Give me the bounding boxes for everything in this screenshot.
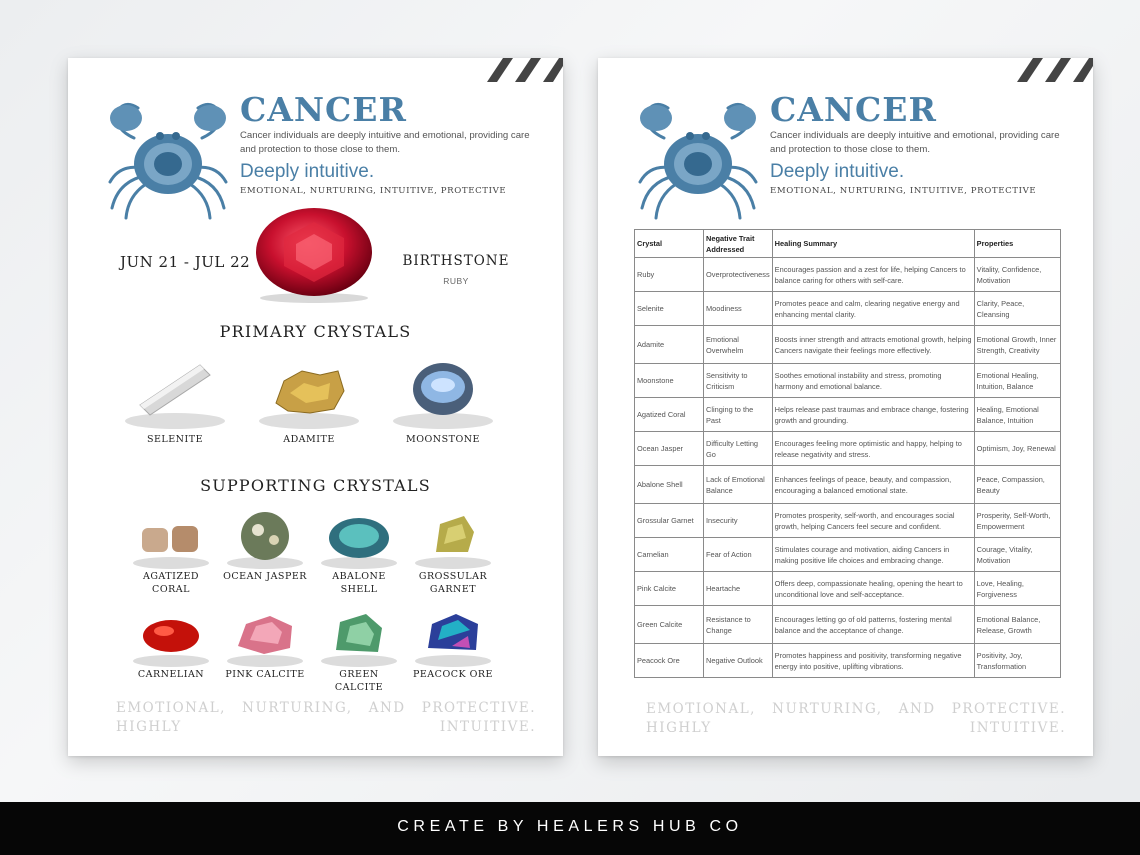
supporting-crystal-peacock-ore	[408, 606, 498, 681]
agatized-coral-stone-icon	[126, 508, 216, 570]
cell-crystal: Abalone Shell	[635, 466, 704, 504]
cell-properties: Prosperity, Self-Worth, Empowerment	[974, 504, 1060, 538]
column-header-properties: Properties	[974, 230, 1060, 258]
traits-list: EMOTIONAL, NURTURING, INTUITIVE, PROTECTIVE	[240, 186, 507, 196]
grossular-garnet-stone-icon	[408, 508, 498, 570]
supporting-crystals-heading: SUPPORTING CRYSTALS	[200, 476, 431, 495]
supporting-crystal-abalone-shell	[314, 508, 404, 596]
cell-crystal: Peacock Ore	[635, 644, 704, 678]
cell-crystal: Ruby	[635, 258, 704, 292]
ocean-jasper-stone-icon	[220, 508, 310, 570]
adamite-stone-icon	[254, 353, 364, 433]
cell-healing-summary: Enhances feelings of peace, beauty, and compassion, encouraging a balanced emotional state.	[772, 466, 974, 504]
corner-stripes-decoration	[477, 58, 563, 82]
crystal-label-line1: PEACOCK ORE	[412, 669, 493, 680]
cell-crystal: Moonstone	[635, 364, 704, 398]
birthstone-label: BIRTHSTONE	[402, 253, 510, 269]
cell-healing-summary: Boosts inner strength and attracts emotional growth, helping Cancers navigate their feelings more effectively.	[772, 326, 974, 364]
cell-negative-trait: Sensitivity to Criticism	[704, 364, 773, 398]
cell-healing-summary: Encourages feeling more optimistic and happy, helping to release negativity and stress.	[772, 432, 974, 466]
crystal-label-line1: CARNELIAN	[137, 669, 205, 680]
crystal-label-line2: SHELL	[340, 584, 378, 595]
cell-properties: Love, Healing, Forgiveness	[974, 572, 1060, 606]
cell-healing-summary: Promotes happiness and positivity, transforming negative energy into positive, uplifting vibrations.	[772, 644, 974, 678]
primary-crystals-heading: PRIMARY CRYSTALS	[219, 322, 412, 341]
cell-negative-trait: Clinging to the Past	[704, 398, 773, 432]
table-row	[635, 606, 1061, 644]
green-calcite-stone-icon	[314, 606, 404, 668]
cell-healing-summary: Soothes emotional instability and stress, promoting harmony and emotional balance.	[772, 364, 974, 398]
cell-properties: Positivity, Joy, Transformation	[974, 644, 1060, 678]
crystal-table-container	[634, 229, 1061, 678]
page-title: CANCER	[240, 90, 407, 129]
birthstone-name: RUBY	[443, 276, 469, 286]
sign-description: Cancer individuals are deeply intuitive and emotional, providing care and protection to those close to them.	[240, 130, 530, 155]
table-row	[635, 504, 1061, 538]
cell-properties: Courage, Vitality, Motivation	[974, 538, 1060, 572]
crab-zodiac-icon	[104, 98, 232, 224]
cell-negative-trait: Overprotectiveness	[704, 258, 773, 292]
primary-crystal-moonstone	[388, 353, 498, 446]
page-title: CANCER	[770, 90, 937, 129]
crystal-label: SELENITE	[146, 434, 204, 445]
column-header-healing-summary: Healing Summary	[772, 230, 974, 258]
poster-page-right	[598, 58, 1093, 756]
column-header-crystal: Crystal	[635, 230, 704, 258]
cell-negative-trait: Heartache	[704, 572, 773, 606]
cell-negative-trait: Resistance to Change	[704, 606, 773, 644]
crystal-label-line2: CORAL	[152, 584, 190, 595]
crystal-label-line1: AGATIZED	[142, 571, 200, 582]
cell-properties: Vitality, Confidence, Motivation	[974, 258, 1060, 292]
table-row	[635, 466, 1061, 504]
supporting-crystal-ocean-jasper	[220, 508, 310, 583]
carnelian-stone-icon	[126, 606, 216, 668]
corner-stripes-decoration	[1007, 58, 1093, 82]
cell-properties: Emotional Healing, Intuition, Balance	[974, 364, 1060, 398]
cell-crystal: Grossular Garnet	[635, 504, 704, 538]
crystal-label-line1: ABALONE	[332, 571, 386, 582]
supporting-crystal-green-calcite	[314, 606, 404, 694]
cell-healing-summary: Helps release past traumas and embrace change, fostering growth and grounding.	[772, 398, 974, 432]
cell-healing-summary: Encourages passion and a zest for life, helping Cancers to balance caring for others with self-care.	[772, 258, 974, 292]
moonstone-stone-icon	[388, 353, 498, 433]
sign-description: Cancer individuals are deeply intuitive and emotional, providing care and protection to those close to them.	[770, 130, 1060, 155]
peacock-ore-stone-icon	[408, 606, 498, 668]
cell-healing-summary: Offers deep, compassionate healing, opening the heart to unconditional love and self-acceptance.	[772, 572, 974, 606]
supporting-crystal-carnelian	[126, 606, 216, 681]
crystal-label: MOONSTONE	[406, 434, 480, 445]
crystal-label-line1: OCEAN JASPER	[223, 571, 307, 582]
footer-quote: EMOTIONAL, NURTURING, AND PROTECTIVE. HIGHLY INTUITIVE.	[646, 701, 1066, 736]
cell-negative-trait: Moodiness	[704, 292, 773, 326]
cell-properties: Clarity, Peace, Cleansing	[974, 292, 1060, 326]
cell-negative-trait: Emotional Overwhelm	[704, 326, 773, 364]
table-row	[635, 292, 1061, 326]
cell-crystal: Selenite	[635, 292, 704, 326]
cell-crystal: Green Calcite	[635, 606, 704, 644]
table-row	[635, 432, 1061, 466]
table-header-row	[635, 230, 1061, 258]
poster-page-left	[68, 58, 563, 756]
cell-properties: Emotional Growth, Inner Strength, Creativity	[974, 326, 1060, 364]
date-range: JUN 21 - JUL 22	[120, 253, 251, 271]
cell-properties: Emotional Balance, Release, Growth	[974, 606, 1060, 644]
cell-properties: Optimism, Joy, Renewal	[974, 432, 1060, 466]
table-row	[635, 364, 1061, 398]
table-row	[635, 326, 1061, 364]
table-row	[635, 398, 1061, 432]
cell-properties: Peace, Compassion, Beauty	[974, 466, 1060, 504]
traits-list: EMOTIONAL, NURTURING, INTUITIVE, PROTECTIVE	[770, 186, 1037, 196]
cell-negative-trait: Insecurity	[704, 504, 773, 538]
selenite-stone-icon	[120, 353, 230, 433]
cell-properties: Healing, Emotional Balance, Intuition	[974, 398, 1060, 432]
credit-banner: CREATE BY HEALERS HUB CO	[0, 802, 1140, 855]
footer-quote: EMOTIONAL, NURTURING, AND PROTECTIVE. HIGHLY INTUITIVE.	[116, 700, 536, 735]
cell-crystal: Pink Calcite	[635, 572, 704, 606]
supporting-crystal-pink-calcite	[220, 606, 310, 681]
crystal-label: ADAMITE	[283, 434, 335, 445]
cell-healing-summary: Promotes prosperity, self-worth, and encourages social growth, helping Cancers feel secure and confident.	[772, 504, 974, 538]
table-body	[635, 258, 1061, 678]
cell-crystal: Agatized Coral	[635, 398, 704, 432]
cell-crystal: Adamite	[635, 326, 704, 364]
cell-negative-trait: Lack of Emotional Balance	[704, 466, 773, 504]
table-row	[635, 644, 1061, 678]
supporting-crystal-agatized-coral	[126, 508, 216, 596]
crystal-label-line1: GREEN	[339, 669, 379, 680]
column-header-negative-trait: Negative Trait Addressed	[704, 230, 773, 258]
crab-zodiac-icon	[634, 98, 762, 224]
cell-negative-trait: Fear of Action	[704, 538, 773, 572]
cell-crystal: Carnelian	[635, 538, 704, 572]
ruby-gem-icon	[244, 204, 384, 304]
table-row	[635, 538, 1061, 572]
crystal-label-line1: GROSSULAR	[418, 571, 488, 582]
tagline: Deeply intuitive.	[240, 161, 375, 182]
pink-calcite-stone-icon	[220, 606, 310, 668]
table-row	[635, 572, 1061, 606]
cell-healing-summary: Encourages letting go of old patterns, fostering mental balance and the acceptance of change.	[772, 606, 974, 644]
tagline: Deeply intuitive.	[770, 161, 905, 182]
crystal-label-line2: CALCITE	[334, 682, 384, 693]
abalone-shell-stone-icon	[314, 508, 404, 570]
cell-crystal: Ocean Jasper	[635, 432, 704, 466]
crystal-label-line1: PINK CALCITE	[225, 669, 305, 680]
crystal-healing-table	[634, 229, 1061, 678]
crystal-label-line2: GARNET	[429, 584, 477, 595]
cell-healing-summary: Promotes peace and calm, clearing negative energy and enhancing mental clarity.	[772, 292, 974, 326]
cell-negative-trait: Difficulty Letting Go	[704, 432, 773, 466]
cell-negative-trait: Negative Outlook	[704, 644, 773, 678]
supporting-crystal-grossular-garnet	[408, 508, 498, 596]
table-row	[635, 258, 1061, 292]
primary-crystal-adamite	[254, 353, 364, 446]
primary-crystal-selenite	[120, 353, 230, 446]
cell-healing-summary: Stimulates courage and motivation, aiding Cancers in making positive life choices and embracing change.	[772, 538, 974, 572]
